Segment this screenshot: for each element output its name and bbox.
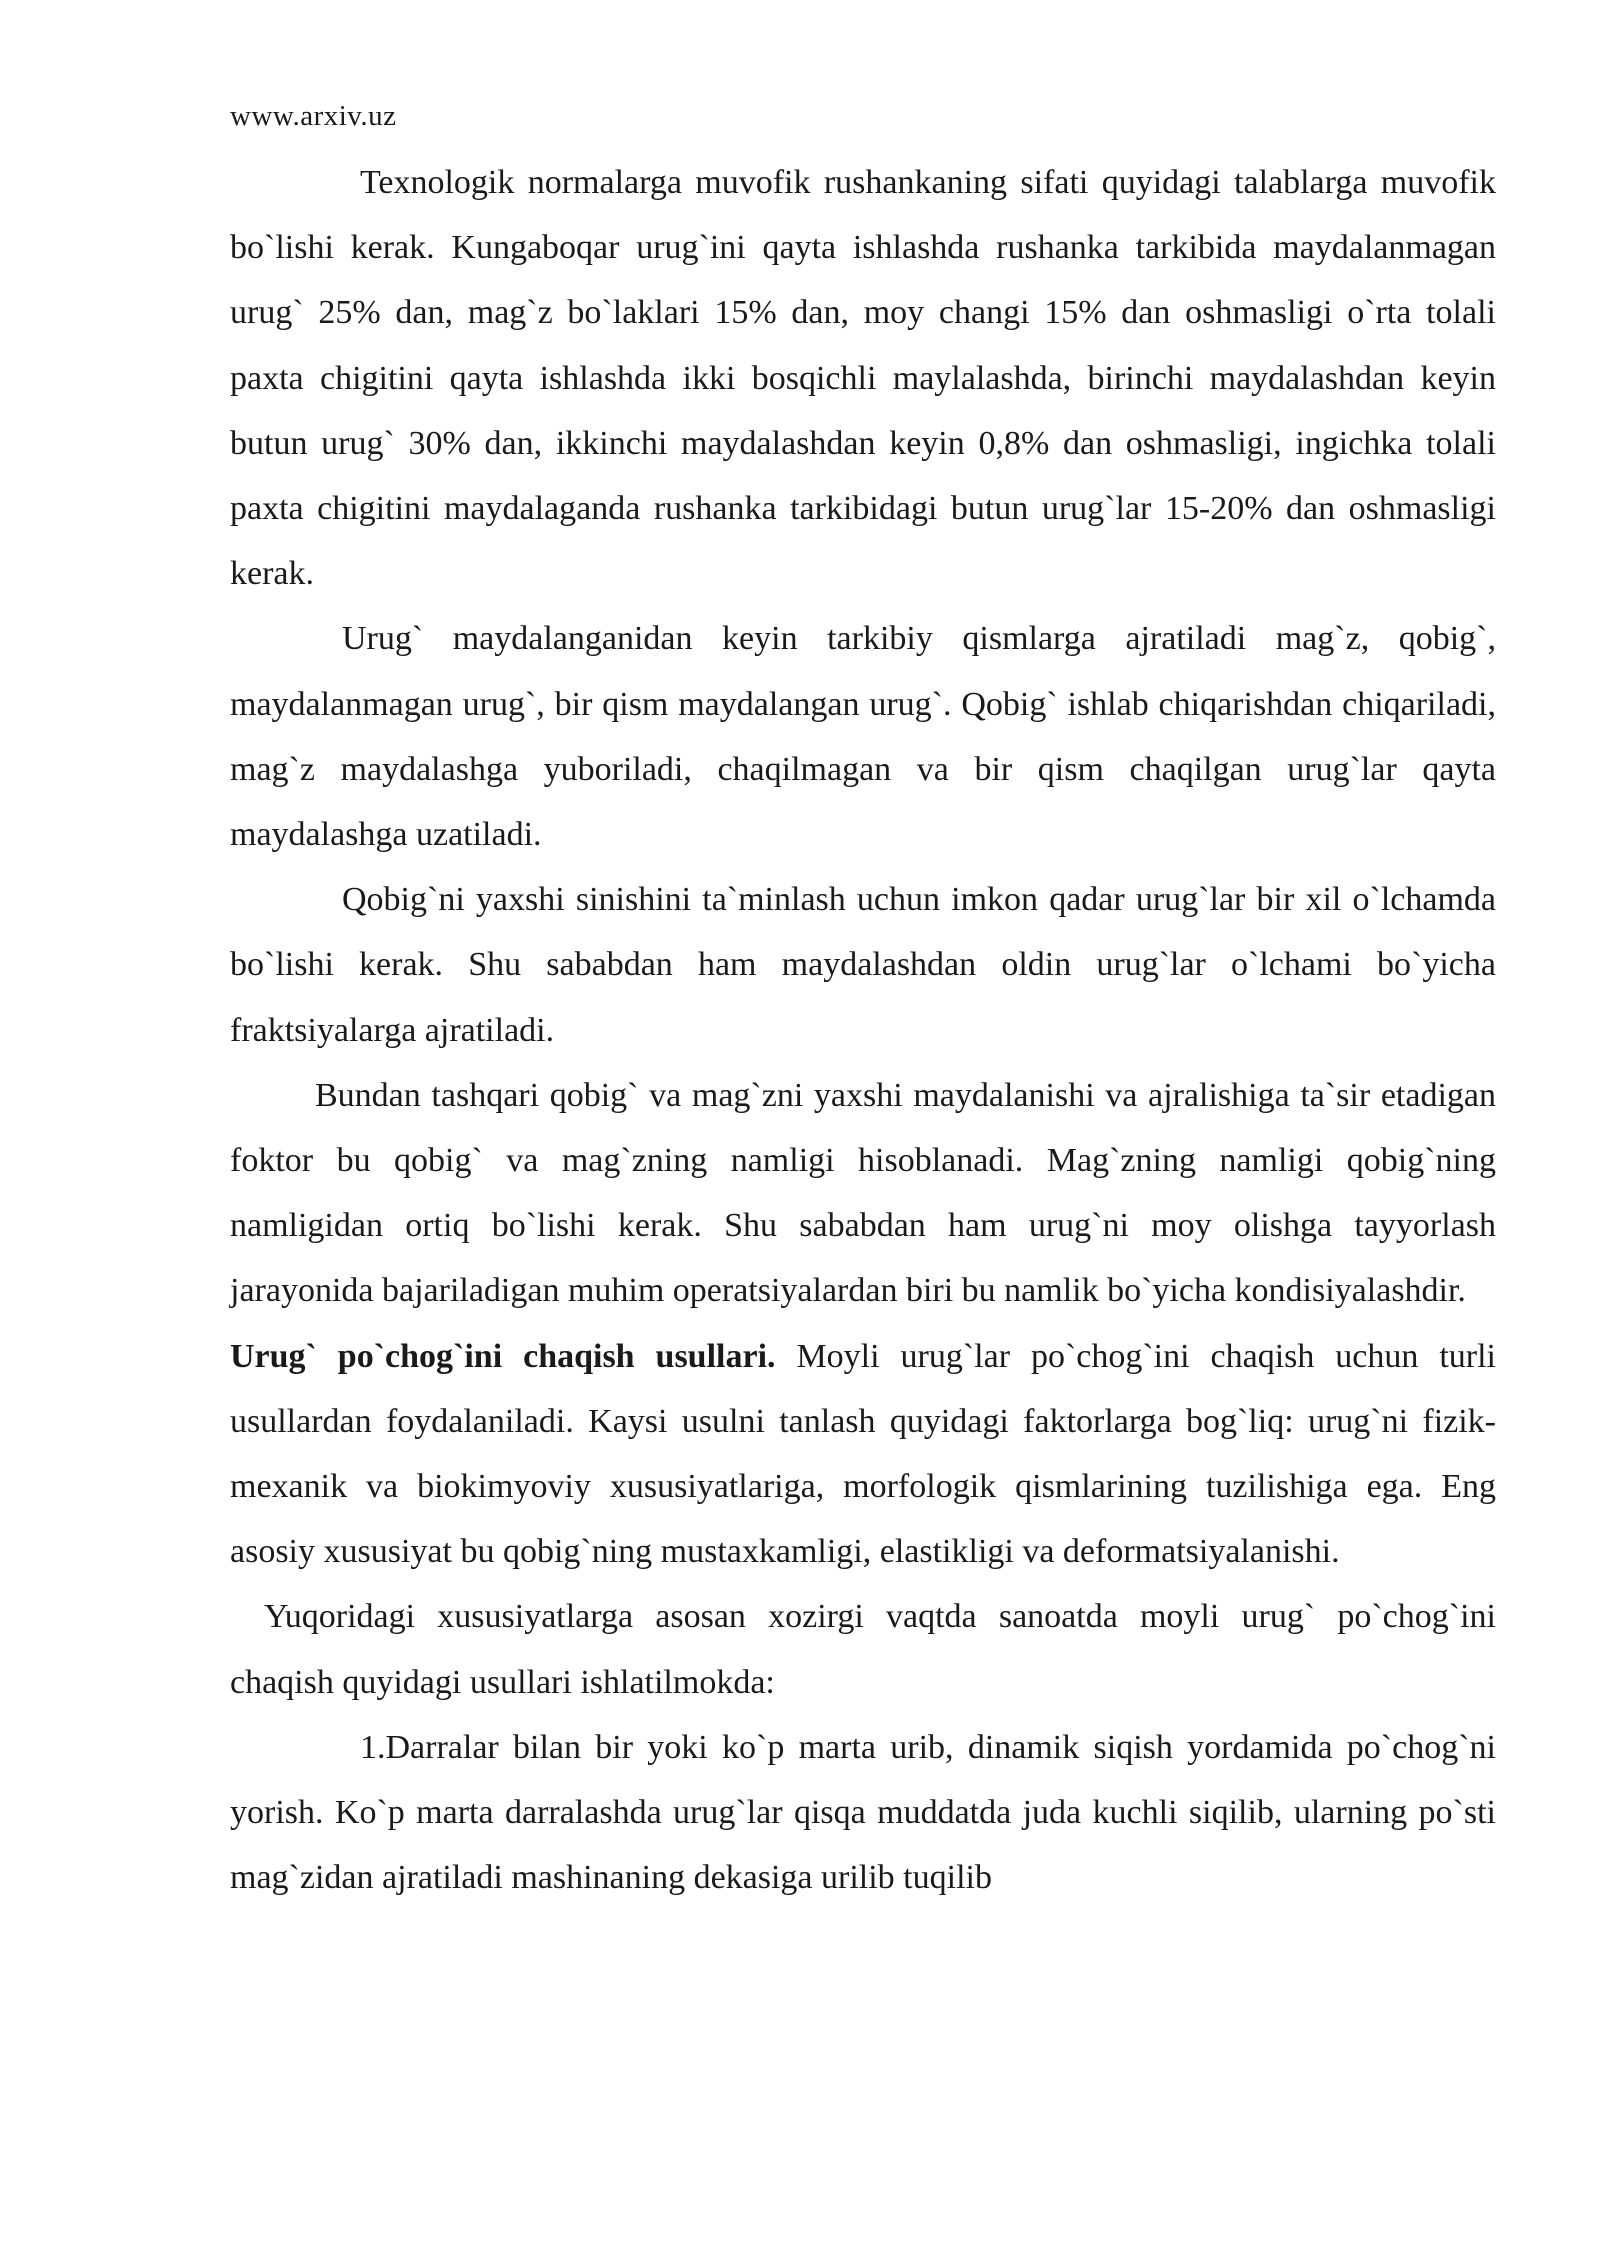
site-watermark-header: www.arxiv.uz — [230, 100, 397, 132]
paragraph-rushanka-quality: Texnologik normalarga muvofik rushankaning sifati quyidagi talablarga muvofik bo`lishi kerak. Kungaboqar urug`ini qayta ishlashda rushanka tarkibida maydalanmagan urug` 25% dan, mag`z bo`laklari 15% dan, moy changi 15% dan oshmasligi o`rta tolali paxta chigitini qayta ishlashda ikki bosqichli maylalashda, birinchi maydalashdan keyin butun urug` 30% dan, ikkinchi maydalashdan keyin 0,8% dan oshmasligi, ingichka tolali paxta chigitini maydalaganda rushanka tarkibidagi butun urug`lar 15-20% dan oshmasligi kerak. — [230, 164, 1496, 593]
section-heading: Urug` po`chog`ini chaqish usullari. — [230, 1337, 776, 1375]
document-body — [230, 150, 1496, 1910]
paragraph-current-methods: Yuqoridagi xususiyatlarga asosan xozirgi vaqtda sanoatda moyli urug` po`chog`ini chaqish quyidagi usullari ishlatilmokda: — [230, 1598, 1496, 1701]
paragraph-method-1: 1.Darralar bilan bir yoki ko`p marta urib, dinamik siqish yordamida po`chog`ni yorish. Ko`p marta darralashda urug`lar qisqa muddatda juda kuchli siqilib, ularning po`sti mag`zidan ajratiladi mashinaning dekasiga urilib tuqilib — [230, 1728, 1496, 1897]
paragraph-husking-methods — [230, 1324, 1496, 1585]
paragraph-seed-separation: Urug` maydalanganidan keyin tarkibiy qismlarga ajratiladi mag`z, qobig`, maydalanmagan urug`, bir qism maydalangan urug`. Qobig` ishlab chiqarishdan chiqariladi, mag`z maydalashga yuboriladi, chaqilmagan va bir qism chaqilgan urug`lar qayta maydalashga uzatiladi. — [230, 620, 1496, 854]
section-text: Moyli urug`lar po`chog`ini chaqish uchun turli usullardan foydalaniladi. Kaysi usulni tanlash quyidagi faktorlarga bog`liq: urug`ni fizik-mexanik va biokimyoviy xususiyatlariga, morfologik qismlarining tuzilishiga ega. Eng asosiy xususiyat bu qobig`ning mustaxkamligi, elastikligi va deformatsiyalanishi. — [230, 1337, 1496, 1571]
paragraph-moisture: Bundan tashqari qobig` va mag`zni yaxshi maydalanishi va ajralishiga ta`sir etadigan foktor bu qobig` va mag`zning namligi hisoblanadi. Mag`zning namligi qobig`ning namligidan ortiq bo`lishi kerak. Shu sababdan ham urug`ni moy olishga tayyorlash jarayonida bajariladigan muhim operatsiyalardan biri bu namlik bo`yicha kondisiyalashdir. — [230, 1076, 1496, 1310]
paragraph-seed-fractions: Qobig`ni yaxshi sinishini ta`minlash uchun imkon qadar urug`lar bir xil o`lchamda bo`lishi kerak. Shu sababdan ham maydalashdan oldin urug`lar o`lchami bo`yicha fraktsiyalarga ajratiladi. — [230, 881, 1496, 1049]
